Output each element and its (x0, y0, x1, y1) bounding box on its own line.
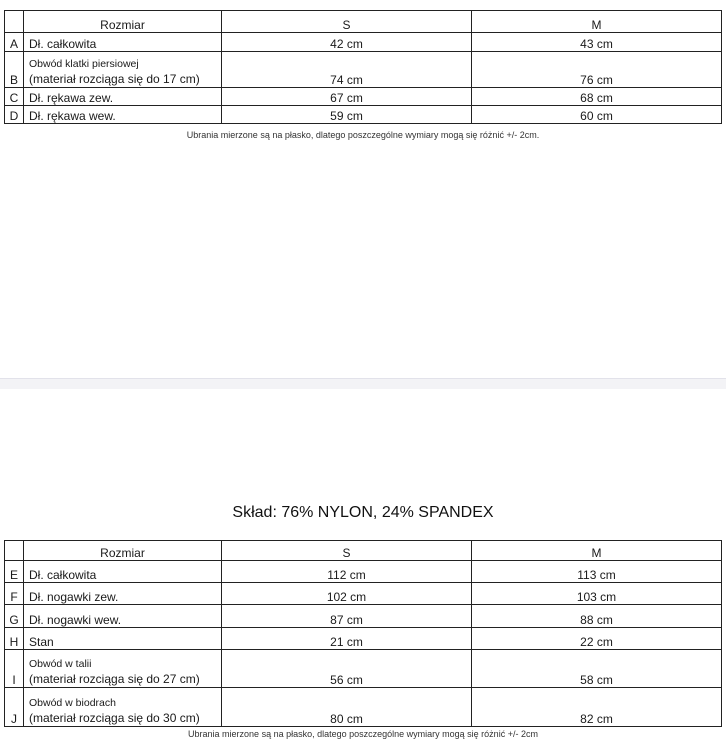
header-letter-cell (5, 541, 24, 561)
row-label: Dł. całkowita (24, 33, 222, 52)
row-value-s: 74 cm (222, 52, 472, 88)
table-row (5, 561, 722, 583)
row-value-m: 88 cm (472, 605, 722, 628)
row-value-m: 58 cm (472, 650, 722, 688)
row-value-m: 68 cm (472, 88, 722, 106)
row-value-m: 103 cm (472, 583, 722, 605)
row-value-s: 112 cm (222, 561, 472, 583)
row-letter: C (5, 88, 24, 106)
row-label (24, 650, 222, 688)
row-value-m: 76 cm (472, 52, 722, 88)
row-value-m: 82 cm (472, 688, 722, 727)
composition-heading: Skład: 76% NYLON, 24% SPANDEX (232, 504, 494, 521)
row-label: Dł. rękawa zew. (24, 88, 222, 106)
table-row (5, 605, 722, 628)
row-letter: D (5, 106, 24, 124)
row-label (24, 52, 222, 88)
row-value-m: 60 cm (472, 106, 722, 124)
row-letter: F (5, 583, 24, 605)
row-letter: G (5, 605, 24, 628)
table-row (5, 106, 722, 124)
header-size-m: M (472, 11, 722, 33)
row-value-s: 80 cm (222, 688, 472, 727)
table-row (5, 88, 722, 106)
row-value-s: 102 cm (222, 583, 472, 605)
section-divider (0, 378, 726, 389)
row-letter: H (5, 628, 24, 650)
row-label (24, 688, 222, 727)
row-label-line1: Obwód w talii (29, 658, 92, 670)
row-label-line2: (materiał rozciąga się do 30 cm) (29, 711, 200, 725)
table-header-row (5, 541, 722, 561)
table-header-row (5, 11, 722, 33)
row-value-m: 43 cm (472, 33, 722, 52)
row-value-m: 113 cm (472, 561, 722, 583)
row-value-s: 56 cm (222, 650, 472, 688)
row-label: Dł. nogawki zew. (24, 583, 222, 605)
row-letter: I (5, 650, 24, 688)
row-value-s: 21 cm (222, 628, 472, 650)
row-label: Dł. całkowita (24, 561, 222, 583)
table-row (5, 628, 722, 650)
header-size-s: S (222, 541, 472, 561)
row-label-line1: Obwód w biodrach (29, 697, 116, 709)
row-label-line1: Obwód klatki piersiowej (29, 58, 139, 70)
header-size-label: Rozmiar (24, 11, 222, 33)
table-row (5, 688, 722, 727)
measurement-note-top: Ubrania mierzone są na płasko, dlatego poszczególne wymiary mogą się różnić +/- 2cm. (186, 130, 540, 140)
row-label: Dł. rękawa wew. (24, 106, 222, 124)
row-letter: A (5, 33, 24, 52)
header-size-m: M (472, 541, 722, 561)
table-row (5, 650, 722, 688)
size-table-bottom (4, 540, 722, 727)
row-value-s: 67 cm (222, 88, 472, 106)
row-label: Stan (24, 628, 222, 650)
row-letter: B (5, 52, 24, 88)
row-value-m: 22 cm (472, 628, 722, 650)
measurement-note-bottom: Ubrania mierzone są na płasko, dlatego poszczególne wymiary mogą się różnić +/- 2cm (188, 729, 538, 739)
row-value-s: 42 cm (222, 33, 472, 52)
row-label: Dł. nogawki wew. (24, 605, 222, 628)
row-label-line2: (materiał rozciąga się do 17 cm) (29, 72, 200, 86)
row-value-s: 59 cm (222, 106, 472, 124)
header-size-s: S (222, 11, 472, 33)
row-label-line2: (materiał rozciąga się do 27 cm) (29, 672, 200, 686)
header-size-label: Rozmiar (24, 541, 222, 561)
row-value-s: 87 cm (222, 605, 472, 628)
table-row (5, 33, 722, 52)
row-letter: J (5, 688, 24, 727)
header-letter-cell (5, 11, 24, 33)
table-row (5, 583, 722, 605)
row-letter: E (5, 561, 24, 583)
size-table-top (4, 10, 722, 124)
table-row (5, 52, 722, 88)
